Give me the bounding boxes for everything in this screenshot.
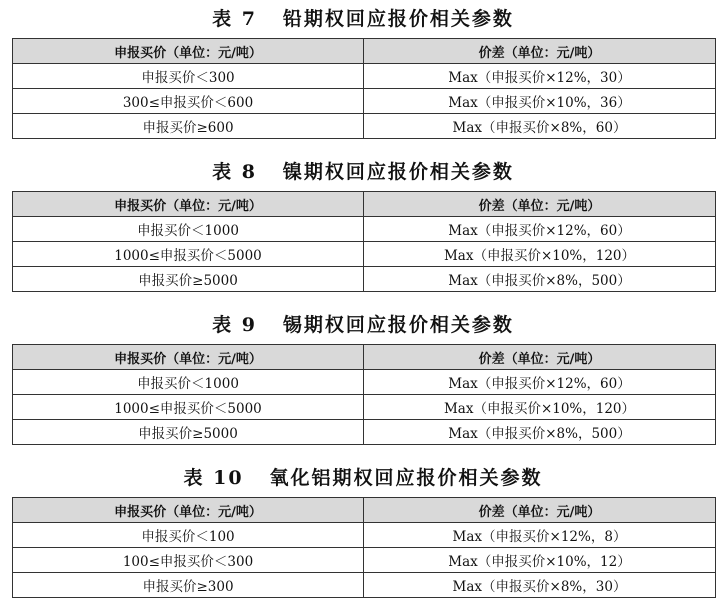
parameter-table [12,191,716,292]
bid-price-range-cell: 申报买价≥600 [13,114,364,139]
table-row [13,217,716,242]
table-block-7 [0,0,726,136]
bid-price-range-cell: 300≤申报买价＜600 [13,89,364,114]
spread-formula-cell: Max（申报买价×10%，12） [364,548,716,573]
table-caption: 表 10 氧化铝期权回应报价相关参数 [183,467,543,489]
bid-price-range-cell: 1000≤申报买价＜5000 [13,242,364,267]
spread-formula-cell: Max（申报买价×12%，60） [364,370,716,395]
bid-price-range-cell: 申报买价≥5000 [13,420,364,445]
spread-formula-cell: Max（申报买价×8%，500） [364,420,716,445]
bid-price-range-cell: 100≤申报买价＜300 [13,548,364,573]
bid-price-range-cell: 申报买价＜1000 [13,370,364,395]
table-row [13,548,716,573]
bid-price-range-cell: 申报买价＜300 [13,64,364,89]
table-row [13,573,716,598]
table-block-10 [0,459,726,595]
spread-formula-cell: Max（申报买价×8%，500） [364,267,716,292]
column-header-bid-price: 申报买价（单位：元/吨） [13,498,364,523]
table-row [13,267,716,292]
table-header-row [13,345,716,370]
table-caption: 表 8 镍期权回应报价相关参数 [212,161,514,183]
spread-formula-cell: Max（申报买价×10%，120） [364,395,716,420]
column-header-spread: 价差（单位：元/吨） [364,498,716,523]
spread-formula-cell: Max（申报买价×8%，30） [364,573,716,598]
parameter-table [12,38,716,139]
spread-formula-cell: Max（申报买价×10%，120） [364,242,716,267]
table-row [13,420,716,445]
spread-formula-cell: Max（申报买价×12%，30） [364,64,716,89]
table-block-8 [0,153,726,289]
table-header-row [13,39,716,64]
bid-price-range-cell: 1000≤申报买价＜5000 [13,395,364,420]
bid-price-range-cell: 申报买价＜100 [13,523,364,548]
table-row [13,242,716,267]
column-header-spread: 价差（单位：元/吨） [364,192,716,217]
table-row [13,89,716,114]
table-caption: 表 7 铅期权回应报价相关参数 [212,8,514,30]
column-header-spread: 价差（单位：元/吨） [364,345,716,370]
table-row [13,64,716,89]
spread-formula-cell: Max（申报买价×10%，36） [364,89,716,114]
parameter-table [12,497,716,598]
bid-price-range-cell: 申报买价≥300 [13,573,364,598]
column-header-spread: 价差（单位：元/吨） [364,39,716,64]
bid-price-range-cell: 申报买价≥5000 [13,267,364,292]
table-block-9 [0,306,726,442]
table-caption: 表 9 锡期权回应报价相关参数 [212,314,514,336]
table-header-row [13,192,716,217]
table-row [13,523,716,548]
column-header-bid-price: 申报买价（单位：元/吨） [13,192,364,217]
bid-price-range-cell: 申报买价＜1000 [13,217,364,242]
table-header-row [13,498,716,523]
spread-formula-cell: Max（申报买价×8%，60） [364,114,716,139]
table-row [13,370,716,395]
table-row [13,395,716,420]
table-row [13,114,716,139]
spread-formula-cell: Max（申报买价×12%，8） [364,523,716,548]
parameter-table [12,344,716,445]
spread-formula-cell: Max（申报买价×12%，60） [364,217,716,242]
column-header-bid-price: 申报买价（单位：元/吨） [13,345,364,370]
column-header-bid-price: 申报买价（单位：元/吨） [13,39,364,64]
